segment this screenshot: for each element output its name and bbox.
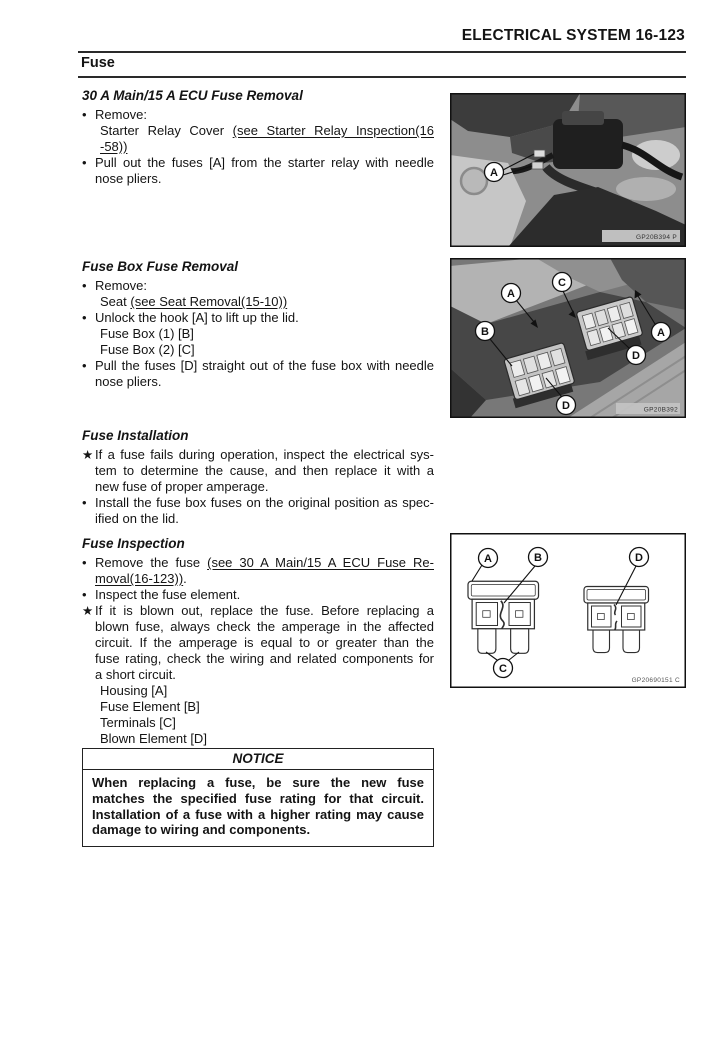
item-content — [95, 310, 434, 326]
title-divider — [78, 76, 686, 78]
bullet-marker: • — [82, 278, 87, 293]
text-line — [100, 731, 434, 747]
indent-spacer — [87, 731, 100, 747]
notice-box — [82, 748, 434, 847]
list-item — [82, 155, 434, 187]
text-segment: blown fuse, always check the amperage in the affected — [95, 619, 434, 634]
notice-text-line: matches the specified fuse rating for that circuit. — [92, 790, 424, 806]
text-segment: Blown Element [D] — [100, 731, 207, 746]
text-segment: Terminals [C] — [100, 715, 176, 730]
text-line — [95, 310, 434, 326]
page-title: Fuse — [81, 55, 115, 71]
indent-spacer — [87, 342, 100, 358]
text-segment: Pull the fuses [D] straight out of the fuse box with needle — [95, 358, 434, 373]
label-a: A — [490, 167, 498, 179]
list-item — [82, 683, 434, 699]
text-segment: fuse rating, check the wiring and related components for — [95, 651, 434, 666]
figure-code: GP20690151 C — [631, 677, 680, 684]
cross-reference-link[interactable]: (see 30 A Main/15 A ECU Fuse Re- — [207, 555, 434, 570]
item-content — [100, 342, 434, 358]
label-b: B — [534, 552, 542, 564]
label-c: C — [558, 277, 566, 289]
text-line — [95, 495, 434, 511]
text-segment: tem to determine the cause, and then replace it with a — [95, 463, 434, 478]
notice-text-line: Installation of a fuse with a higher rating may cause — [92, 806, 424, 822]
list-item — [82, 731, 434, 747]
list-item — [82, 326, 434, 342]
text-segment: Remove the fuse — [95, 555, 208, 570]
text-segment: a short circuit. — [95, 667, 176, 682]
item-content — [95, 155, 434, 187]
list-item — [82, 123, 434, 155]
item-content — [95, 603, 434, 683]
starter-relay-photo — [450, 93, 686, 247]
text-line — [100, 715, 434, 731]
bullet-marker: • — [82, 555, 87, 570]
notice-title: NOTICE — [83, 749, 433, 770]
bullet-marker: • — [82, 155, 87, 170]
section-main-ecu-fuse-removal — [82, 88, 434, 187]
list-item — [82, 342, 434, 358]
label-d: D — [632, 350, 640, 362]
text-segment: Inspect the fuse element. — [95, 587, 241, 602]
fuse-inspection-diagram — [450, 533, 686, 688]
indent-spacer — [87, 123, 100, 155]
text-line — [100, 294, 434, 310]
item-content — [95, 358, 434, 390]
figure-starter-relay — [450, 93, 686, 247]
text-segment: Remove: — [95, 278, 148, 293]
text-segment: Remove: — [95, 107, 148, 122]
text-line — [95, 619, 434, 635]
item-content — [95, 587, 434, 603]
bullet-marker: • — [82, 358, 87, 373]
text-segment: Fuse Box (2) [C] — [100, 342, 195, 357]
label-d: D — [635, 552, 643, 564]
item-content — [95, 555, 434, 587]
list-item — [82, 587, 434, 603]
list-item — [82, 603, 434, 683]
text-line — [95, 374, 434, 390]
list-item — [82, 699, 434, 715]
text-line — [95, 635, 434, 651]
label-d2: D — [562, 400, 570, 412]
bullet-marker: • — [82, 310, 87, 325]
text-line — [95, 107, 434, 123]
notice-text-line: When replacing a fuse, be sure the new fuse — [92, 775, 424, 790]
section-heading: 30 A Main/15 A ECU Fuse Removal — [82, 88, 303, 103]
text-line — [100, 139, 434, 155]
text-line — [95, 463, 434, 479]
label-c: C — [499, 663, 507, 675]
figure-code: GP20B392 — [643, 406, 678, 414]
text-line — [95, 555, 434, 571]
text-segment: Fuse Box (1) [B] — [100, 326, 194, 341]
item-content — [100, 731, 434, 747]
text-line — [95, 511, 434, 527]
text-line — [95, 447, 434, 463]
text-segment: Housing [A] — [100, 683, 168, 698]
text-segment: Seat — [100, 294, 131, 309]
item-content — [95, 447, 434, 495]
text-line — [95, 479, 434, 495]
text-line — [95, 651, 434, 667]
text-line — [100, 683, 434, 699]
section-fuse-installation — [82, 428, 434, 527]
fuse-box-photo — [450, 258, 686, 418]
text-line — [95, 171, 434, 187]
bullet-marker: • — [82, 587, 87, 602]
text-line — [100, 342, 434, 358]
text-segment: Fuse Element [B] — [100, 699, 200, 714]
label-a: A — [507, 288, 515, 300]
text-line — [95, 155, 434, 171]
list-item — [82, 310, 434, 326]
text-segment: Install the fuse box fuses on the original position as spec- — [95, 495, 434, 510]
text-line — [100, 326, 434, 342]
notice-body — [83, 770, 433, 846]
item-content — [95, 107, 434, 123]
text-line — [100, 699, 434, 715]
text-segment: circuit. If the amperage is equal to or greater than the — [95, 635, 434, 650]
text-segment: . — [183, 571, 187, 586]
cross-reference-link[interactable]: moval(16-123)) — [95, 571, 184, 586]
label-b: B — [481, 326, 489, 338]
indent-spacer — [87, 294, 100, 310]
list-item — [82, 447, 434, 495]
item-content — [95, 495, 434, 527]
text-line — [95, 587, 434, 603]
text-line — [95, 278, 434, 294]
indent-spacer — [87, 326, 100, 342]
section-heading: Fuse Installation — [82, 428, 189, 443]
item-content — [95, 278, 434, 294]
indent-spacer — [87, 715, 100, 731]
text-segment: new fuse of proper amperage. — [95, 479, 269, 494]
list-item — [82, 294, 434, 310]
list-item — [82, 715, 434, 731]
text-line — [95, 667, 434, 683]
list-item — [82, 495, 434, 527]
cross-reference-link[interactable]: (see Starter Relay Inspection(16 — [232, 123, 434, 138]
text-line — [95, 571, 434, 587]
list-item — [82, 107, 434, 123]
text-segment: ified on the lid. — [95, 511, 179, 526]
text-line — [95, 358, 434, 374]
text-segment: If it is blown out, replace the fuse. Before replacing a — [95, 603, 434, 618]
text-line — [100, 123, 434, 139]
item-content — [100, 326, 434, 342]
bullet-marker: • — [82, 495, 87, 510]
section-fuse-inspection — [82, 536, 434, 747]
label-a2: A — [657, 327, 665, 339]
item-content — [100, 294, 434, 310]
figure-code: GP20B394 P — [636, 234, 677, 241]
star-marker: ★ — [82, 448, 94, 462]
figure-fuse-box — [450, 258, 686, 418]
text-segment: nose pliers. — [95, 171, 162, 186]
text-segment: nose pliers. — [95, 374, 162, 389]
label-a: A — [484, 553, 492, 565]
cross-reference-link[interactable]: (see Seat Removal(15-10)) — [130, 294, 288, 309]
section-heading: Fuse Inspection — [82, 536, 185, 551]
text-segment: If a fuse fails during operation, inspect the electrical sys- — [95, 447, 434, 462]
item-content — [100, 123, 434, 155]
text-segment: Pull out the fuses [A] from the starter relay with needle — [95, 155, 434, 170]
indent-spacer — [87, 699, 100, 715]
bullet-marker: • — [82, 107, 87, 122]
star-marker: ★ — [82, 604, 94, 618]
list-item — [82, 278, 434, 294]
text-segment: Starter Relay Cover — [100, 123, 233, 138]
item-content — [100, 699, 434, 715]
list-item — [82, 358, 434, 390]
item-content — [100, 683, 434, 699]
cross-reference-link[interactable]: -58)) — [100, 139, 128, 154]
text-line — [95, 603, 434, 619]
page-header-title: ELECTRICAL SYSTEM 16-123 — [461, 27, 685, 44]
text-segment: Unlock the hook [A] to lift up the lid. — [95, 310, 299, 325]
section-fuse-box-fuse-removal — [82, 259, 434, 390]
item-content — [100, 715, 434, 731]
list-item — [82, 555, 434, 587]
notice-text-line: damage to wiring and components. — [92, 822, 311, 838]
figure-fuse-diagram — [450, 533, 686, 688]
section-heading: Fuse Box Fuse Removal — [82, 259, 239, 274]
header-divider — [78, 51, 686, 53]
indent-spacer — [87, 683, 100, 699]
